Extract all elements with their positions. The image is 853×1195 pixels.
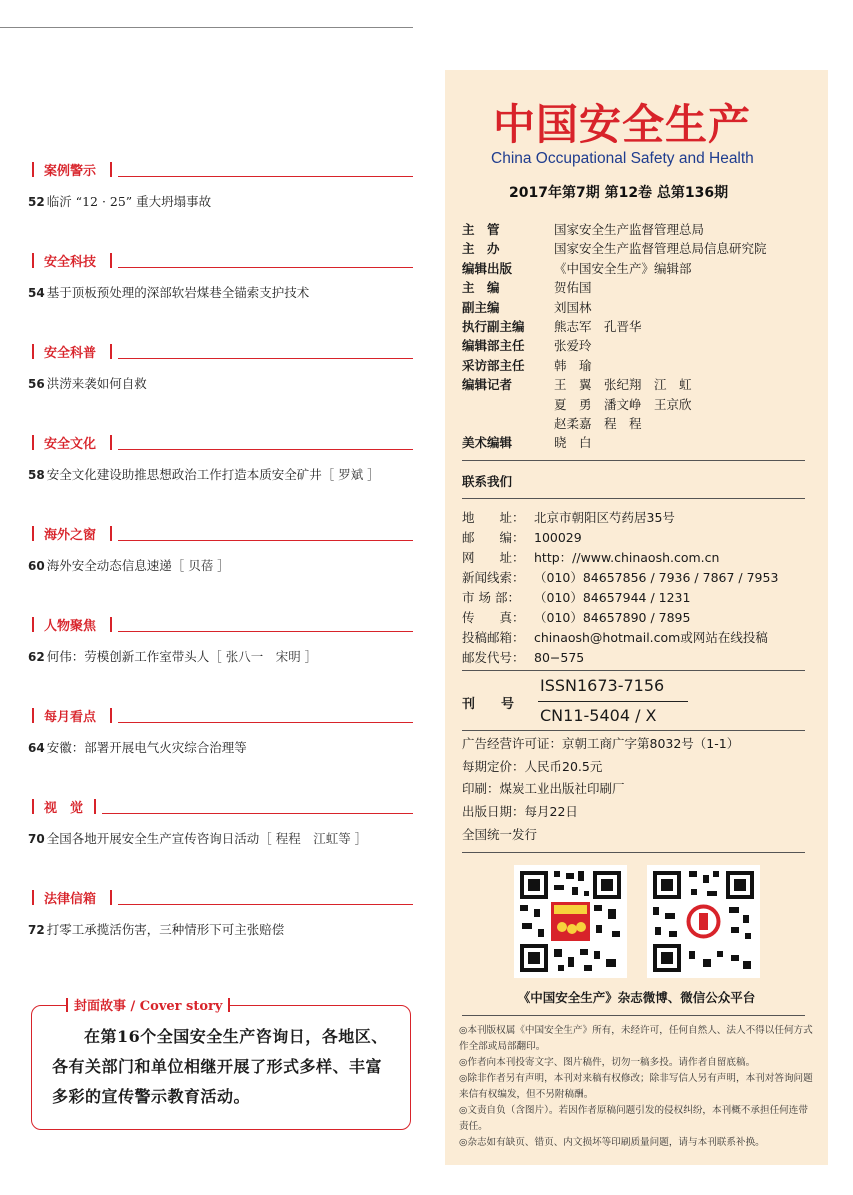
contact-row: 地 址： 北京市朝阳区芍药居35号	[462, 510, 675, 525]
publishing-row: 广告经营许可证：京朝工商广字第8032号（1-1）	[462, 736, 740, 751]
note-item: ◎文责自负（含图片）。若因作者原稿问题引发的侵权纠纷，本刊概不承担任何连带责任。	[459, 1105, 808, 1132]
divider	[462, 730, 805, 731]
page-number: 52	[28, 195, 45, 209]
contact-row: 投稿邮箱： chinaosh@hotmail.com或网站在线投稿	[462, 630, 768, 645]
page-number: 58	[28, 468, 45, 482]
section-title: 海外之窗	[44, 528, 97, 543]
cover-story-text: 在第16个全国安全生产咨询日，各地区、各有关部门和单位相继开展了形式多样、丰富多彩的宣传警示教育活动。	[52, 1027, 388, 1106]
staff-row: 副主编 刘国林	[462, 299, 592, 315]
section-header	[28, 704, 413, 728]
wechat-qr-code[interactable]	[647, 865, 760, 978]
contact-row: 邮 编： 100029	[462, 530, 582, 545]
section-header	[28, 522, 413, 546]
section-title: 视 觉	[44, 801, 84, 816]
article-title: 安全文化建设助推思想政治工作打造本质安全矿井	[46, 467, 322, 482]
article-title: 安徽：部署开展电气火灾综合治理等	[46, 740, 247, 755]
divider	[462, 1015, 805, 1016]
article-author: ［ 张八一 宋明 ］	[209, 649, 318, 664]
article-title: 何伟：劳模创新工作室带头人	[46, 649, 210, 664]
masthead-panel	[445, 70, 828, 1165]
article-author: ［ 程程 江虹等 ］	[259, 831, 368, 846]
website-link[interactable]: http：//www.chinaosh.com.cn	[534, 550, 720, 565]
staff-row: 主 办 国家安全生产监督管理总局信息研究院	[462, 241, 767, 257]
publishing-row: 印刷：煤炭工业出版社印刷厂	[462, 781, 625, 797]
section-header	[28, 795, 413, 819]
section-title: 安全文化	[44, 437, 97, 452]
magazine-english-title: China Occupational Safety and Health	[491, 150, 754, 167]
article-title: 基于顶板预处理的深部软岩煤巷全锚索支护技术	[46, 285, 310, 300]
section-title: 安全科技	[44, 255, 97, 270]
page-number: 62	[28, 650, 45, 664]
toc-item[interactable]	[28, 641, 413, 704]
section-header	[28, 431, 413, 455]
staff-row: 编辑记者 王 翼 张纪翔 江 虹	[462, 377, 692, 393]
divider	[462, 460, 805, 461]
toc-item[interactable]	[28, 277, 413, 340]
note-item: ◎杂志如有缺页、错页、内文损坏等印刷质量问题，请与本刊联系补换。	[459, 1137, 765, 1148]
section-title: 法律信箱	[44, 892, 97, 907]
contact-row: 邮发代号： 80−575	[462, 650, 585, 665]
page-number: 60	[28, 559, 45, 573]
staff-row: 执行副主编 熊志军 孔晋华	[462, 318, 642, 334]
email-link[interactable]: chinaosh@hotmail.com或网站在线投稿	[534, 630, 768, 645]
article-title: 洪涝来袭如何自救	[46, 376, 147, 391]
toc-item[interactable]	[28, 186, 413, 249]
toc-item[interactable]	[28, 459, 413, 522]
contact-row: 网 址： http：//www.chinaosh.com.cn	[462, 550, 720, 565]
article-author: ［ 贝蓓 ］	[171, 558, 230, 573]
note-item: ◎除非作者另有声明，本刊对来稿有权修改；除非写信人另有声明，本刊对答询问题来信有权编发，但不另附稿酬。	[459, 1073, 813, 1100]
divider	[462, 670, 805, 671]
staff-row: 编辑出版 《中国安全生产》编辑部	[462, 260, 692, 276]
staff-row: 赵柔嘉 程 程	[554, 415, 642, 431]
contact-heading: 联系我们	[462, 474, 513, 489]
divider	[462, 852, 805, 853]
section-title: 安全科普	[44, 346, 97, 361]
magazine-logo: 中国安全生产	[493, 100, 752, 149]
contact-list	[462, 508, 812, 668]
issn-number: ISSN1673-7156	[540, 676, 665, 695]
staff-row: 美术编辑 晓 白	[462, 435, 592, 451]
article-title: 临沂 “12 · 25” 重大坍塌事故	[46, 194, 212, 209]
page-number: 70	[28, 832, 45, 846]
publishing-row: 出版日期：每月22日	[462, 804, 578, 820]
staff-row: 编辑部主任 张爱玲	[462, 338, 592, 354]
article-title: 海外安全动态信息速递	[46, 558, 172, 573]
copyright-notes	[459, 1023, 817, 1151]
section-title: 案例警示	[44, 164, 97, 179]
weibo-qr-code[interactable]	[514, 865, 627, 978]
section-header	[28, 249, 413, 273]
article-author: ［ 罗斌 ］	[321, 467, 380, 482]
section-header	[28, 158, 413, 182]
page-number: 64	[28, 741, 45, 755]
contact-row: 市 场 部： （010）84657944 / 1231	[462, 590, 691, 605]
note-item: ◎本刊版权属《中国安全生产》所有，未经许可，任何自然人、法人不得以任何方式作全部或局部翻印。	[459, 1025, 813, 1052]
issue-number: 2017年第7期 第12卷 总第136期	[509, 185, 729, 201]
publishing-row: 每期定价：人民币20.5元	[462, 758, 603, 774]
section-header	[28, 340, 413, 364]
top-divider	[0, 27, 413, 28]
qr-caption: 《中国安全生产》杂志微博、微信公众平台	[517, 990, 756, 1005]
kanhao-line	[538, 701, 688, 702]
divider	[462, 498, 805, 499]
cover-story-label-text: 封面故事 / Cover story	[74, 999, 223, 1014]
toc-item[interactable]	[28, 368, 413, 431]
section-header	[28, 886, 413, 910]
toc-item[interactable]	[28, 823, 413, 886]
section-title: 每月看点	[44, 710, 97, 725]
section-header	[28, 613, 413, 637]
staff-list	[462, 220, 812, 453]
cover-story-box	[31, 999, 411, 1130]
staff-row: 夏 勇 潘文峥 王京欣	[554, 396, 692, 412]
article-title: 全国各地开展安全生产宣传咨询日活动	[46, 831, 260, 846]
contact-row: 传 真： （010）84657890 / 7895	[462, 610, 691, 625]
staff-row: 主 管 国家安全生产监督管理总局	[462, 222, 705, 237]
cn-number: CN11-5404 / X	[540, 706, 657, 725]
table-of-contents	[28, 158, 413, 977]
cover-story-label	[68, 995, 228, 1014]
staff-row: 主 编 贺佑国	[462, 280, 592, 296]
toc-item[interactable]	[28, 550, 413, 613]
section-title: 人物聚焦	[44, 619, 97, 634]
article-title: 打零工承揽活伤害，三种情形下可主张赔偿	[46, 922, 285, 937]
publishing-row: 全国统一发行	[462, 826, 538, 842]
toc-item[interactable]	[28, 914, 413, 977]
kanhao-label: 刊 号	[462, 697, 515, 712]
publishing-info	[462, 734, 812, 847]
page-number: 54	[28, 286, 45, 300]
contact-row: 新闻线索： （010）84657856 / 7936 / 7867 / 7953	[462, 570, 779, 585]
staff-row: 采访部主任 韩 瑜	[462, 357, 592, 373]
toc-item[interactable]	[28, 732, 413, 795]
page-number: 56	[28, 377, 45, 391]
page-number: 72	[28, 923, 45, 937]
note-item: ◎作者向本刊投寄文字、图片稿件，切勿一稿多投。请作者自留底稿。	[459, 1057, 756, 1068]
